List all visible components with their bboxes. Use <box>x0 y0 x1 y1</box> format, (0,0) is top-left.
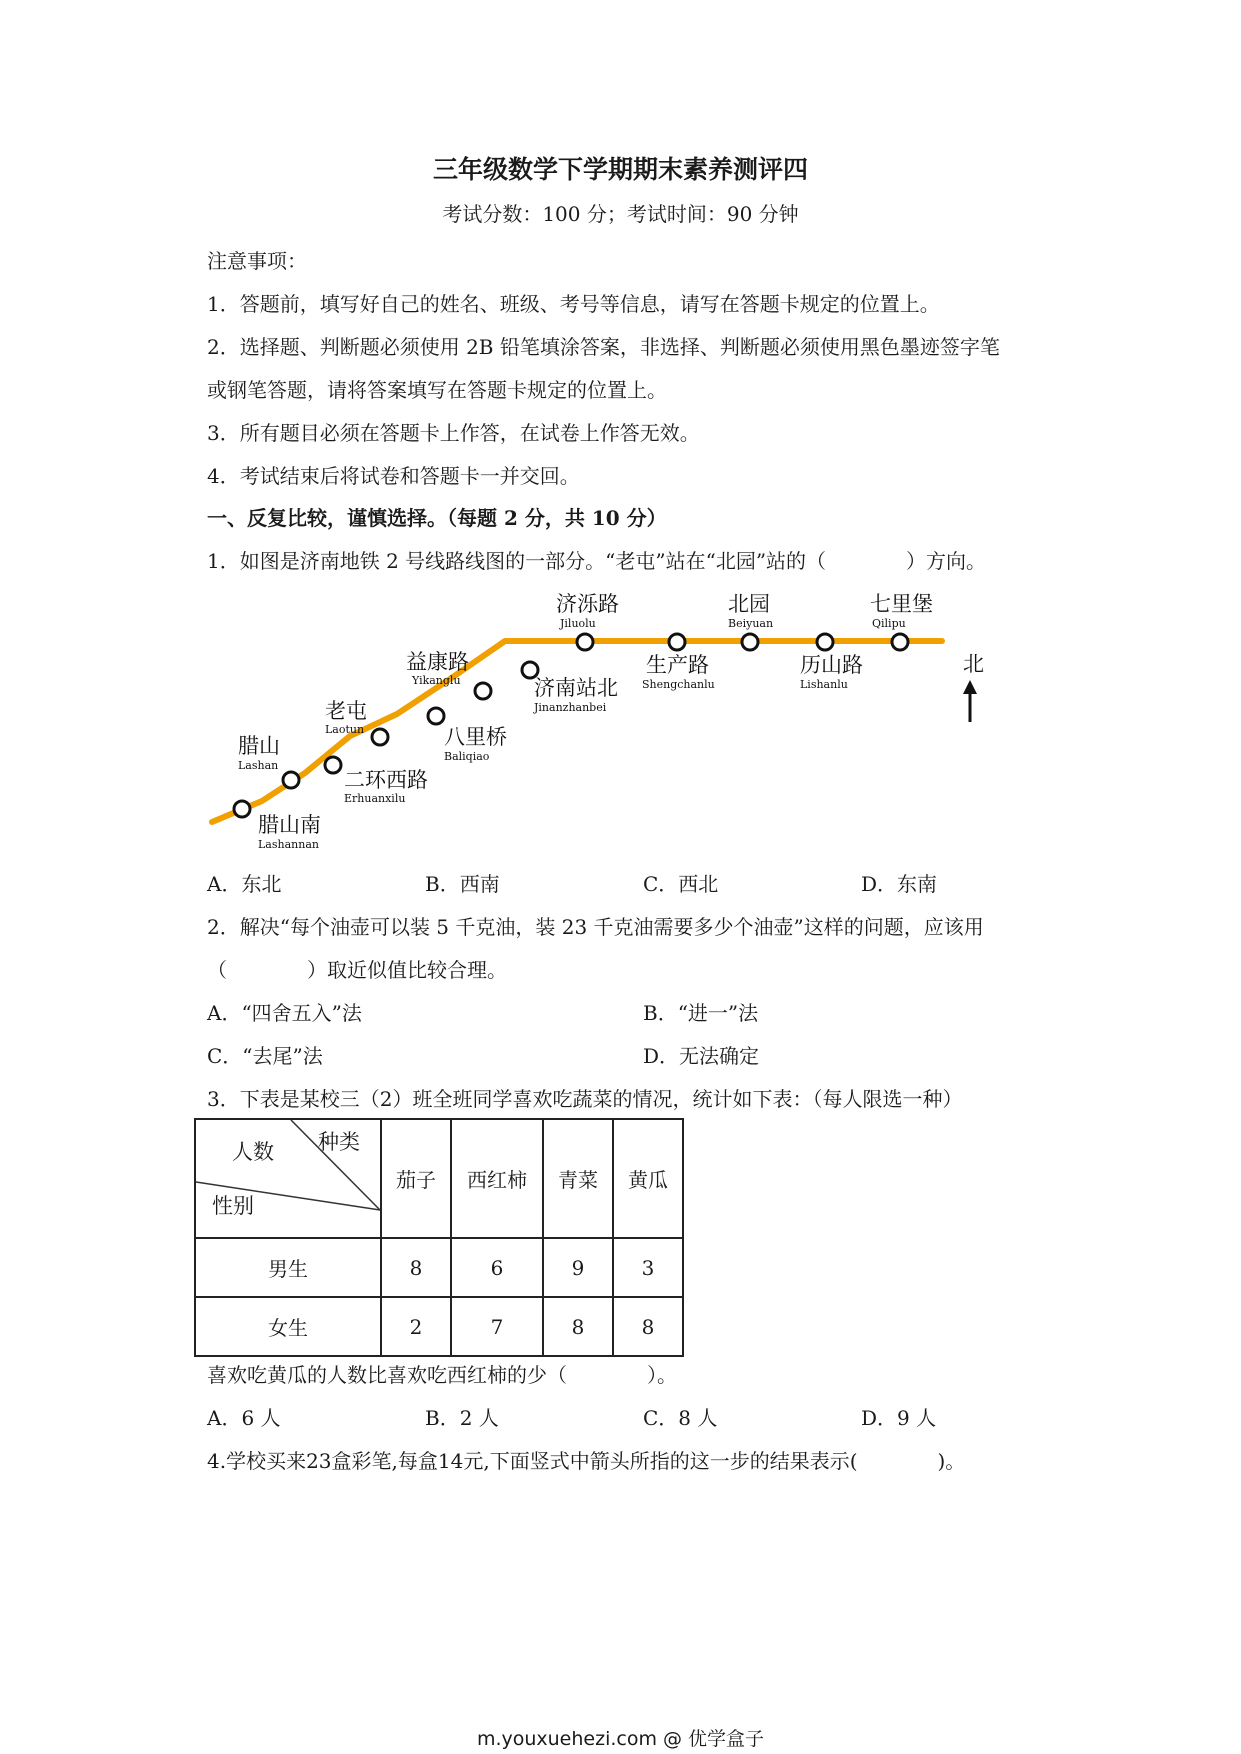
section-heading: 一、反复比较，谨慎选择。（每题 2 分，共 10 分） <box>207 506 667 530</box>
table-cell: 3 <box>613 1238 683 1297</box>
station-dot <box>892 634 908 650</box>
station-dot <box>283 772 299 788</box>
question-3-text: 3．下表是某校三（2）班全班同学喜欢吃蔬菜的情况，统计如下表：（每人限选一种） <box>207 1087 963 1111</box>
station-name-cn: 济南站北 <box>534 676 618 700</box>
notice-item: 1．答题前，填写好自己的姓名、班级、考号等信息，请写在答题卡规定的位置上。 <box>207 292 940 316</box>
station-name-cn: 生产路 <box>646 653 709 677</box>
station-dot <box>372 729 388 745</box>
table-cell: 2 <box>381 1297 451 1356</box>
q1-option-b[interactable]: B．西南 <box>425 872 500 896</box>
table-header-cell: 黄瓜 <box>613 1119 683 1238</box>
notice-item: 2．选择题、判断题必须使用 2B 铅笔填涂答案，非选择、判断题必须使用黑色墨迹签字笔 <box>207 335 1000 359</box>
q3-option-d[interactable]: D．9 人 <box>861 1406 937 1430</box>
station-dot <box>669 634 685 650</box>
station-name-en: Lishanlu <box>800 678 848 691</box>
table-row-label: 女生 <box>195 1297 381 1356</box>
notice-item: 或钢笔答题，请将答案填写在答题卡规定的位置上。 <box>207 378 667 402</box>
q1-option-d[interactable]: D．东南 <box>861 872 938 896</box>
station-dot <box>577 634 593 650</box>
station-name-cn: 老屯 <box>325 699 367 723</box>
north-arrow-icon <box>963 680 977 722</box>
metro-map <box>200 580 984 851</box>
station-dot <box>817 634 833 650</box>
corner-label-gender: 性别 <box>212 1194 254 1218</box>
table-cell: 8 <box>543 1297 613 1356</box>
station-name-en: Beiyuan <box>728 617 774 630</box>
table-cell: 6 <box>451 1238 543 1297</box>
station-name-cn: 历山路 <box>800 653 863 677</box>
station-dot <box>742 634 758 650</box>
table-cell: 8 <box>613 1297 683 1356</box>
station-name-en: Jiluolu <box>560 617 596 630</box>
station-dot <box>234 801 250 817</box>
station-name-en: Laotun <box>325 723 365 736</box>
table-header-cell: 青菜 <box>543 1119 613 1238</box>
question-4-text: 4.学校买来23盒彩笔,每盒14元,下面竖式中箭头所指的这一步的结果表示( )。 <box>207 1449 966 1473</box>
table-row <box>195 1238 683 1297</box>
q1-option-c[interactable]: C．西北 <box>643 872 719 896</box>
q2-option-b[interactable]: B．“进一”法 <box>643 1001 759 1025</box>
table-header-cell: 茄子 <box>381 1119 451 1238</box>
station-dot <box>475 683 491 699</box>
station-name-en: Jinanzhanbei <box>534 701 607 714</box>
exam-info: 考试分数：100 分；考试时间：90 分钟 <box>442 202 799 226</box>
q3-option-c[interactable]: C．8 人 <box>643 1406 718 1430</box>
table-cell: 9 <box>543 1238 613 1297</box>
q2-option-a[interactable]: A．“四舍五入”法 <box>207 1001 362 1025</box>
station-dot <box>428 708 444 724</box>
table-corner-cell <box>195 1119 381 1238</box>
notice-item: 3．所有题目必须在答题卡上作答，在试卷上作答无效。 <box>207 421 700 445</box>
q1-option-a[interactable]: A．东北 <box>207 872 282 896</box>
question-1-text: 1．如图是济南地铁 2 号线路线图的一部分。“老屯”站在“北园”站的（ ）方向。 <box>207 549 987 573</box>
table-row <box>195 1297 683 1356</box>
station-name-cn: 腊山南 <box>258 813 321 837</box>
footer-watermark: m.youxuehezi.com @ 优学盒子 <box>476 1728 765 1750</box>
station-name-en: Lashannan <box>258 838 319 851</box>
station-name-en: Qilipu <box>872 617 906 630</box>
station-name-cn: 益康路 <box>406 650 469 674</box>
q3-option-b[interactable]: B．2 人 <box>425 1406 499 1430</box>
station-name-en: Shengchanlu <box>642 678 715 691</box>
station-name-cn: 腊山 <box>238 734 280 758</box>
station-name-cn: 八里桥 <box>444 725 507 749</box>
q2-option-c[interactable]: C．“去尾”法 <box>207 1044 323 1068</box>
question-2-text: 2．解决“每个油壶可以装 5 千克油，装 23 千克油需要多少个油壶”这样的问题，应该用 <box>207 915 984 939</box>
table-row-label: 男生 <box>195 1238 381 1297</box>
station-name-en: Erhuanxilu <box>344 792 406 805</box>
notice-heading: 注意事项： <box>207 249 307 273</box>
page-title: 三年级数学下学期期末素养测评四 <box>432 155 808 184</box>
station-name-en: Yikanglu <box>412 674 461 687</box>
station-name-en: Lashan <box>238 759 279 772</box>
station-name-cn: 七里堡 <box>870 592 933 616</box>
station-name-cn: 北园 <box>728 592 770 616</box>
question-3-prompt: 喜欢吃黄瓜的人数比喜欢吃西红柿的少（ ）。 <box>207 1363 677 1387</box>
q2-option-d[interactable]: D．无法确定 <box>643 1044 760 1068</box>
question-2-text-cont: （ ）取近似值比较合理。 <box>207 958 507 982</box>
corner-label-count: 人数 <box>232 1140 274 1164</box>
vegetable-table <box>194 1118 684 1357</box>
table-cell: 7 <box>451 1297 543 1356</box>
north-label: 北 <box>963 652 984 676</box>
corner-label-category: 种类 <box>318 1130 360 1154</box>
table-cell: 8 <box>381 1238 451 1297</box>
station-name-en: Baliqiao <box>444 750 490 763</box>
station-dot <box>325 757 341 773</box>
table-header-cell: 西红柿 <box>451 1119 543 1238</box>
station-name-cn: 济泺路 <box>556 592 619 616</box>
notice-item: 4．考试结束后将试卷和答题卡一并交回。 <box>207 464 580 488</box>
q3-option-a[interactable]: A．6 人 <box>207 1406 281 1430</box>
station-name-cn: 二环西路 <box>344 768 428 792</box>
table-header-row <box>195 1119 683 1238</box>
